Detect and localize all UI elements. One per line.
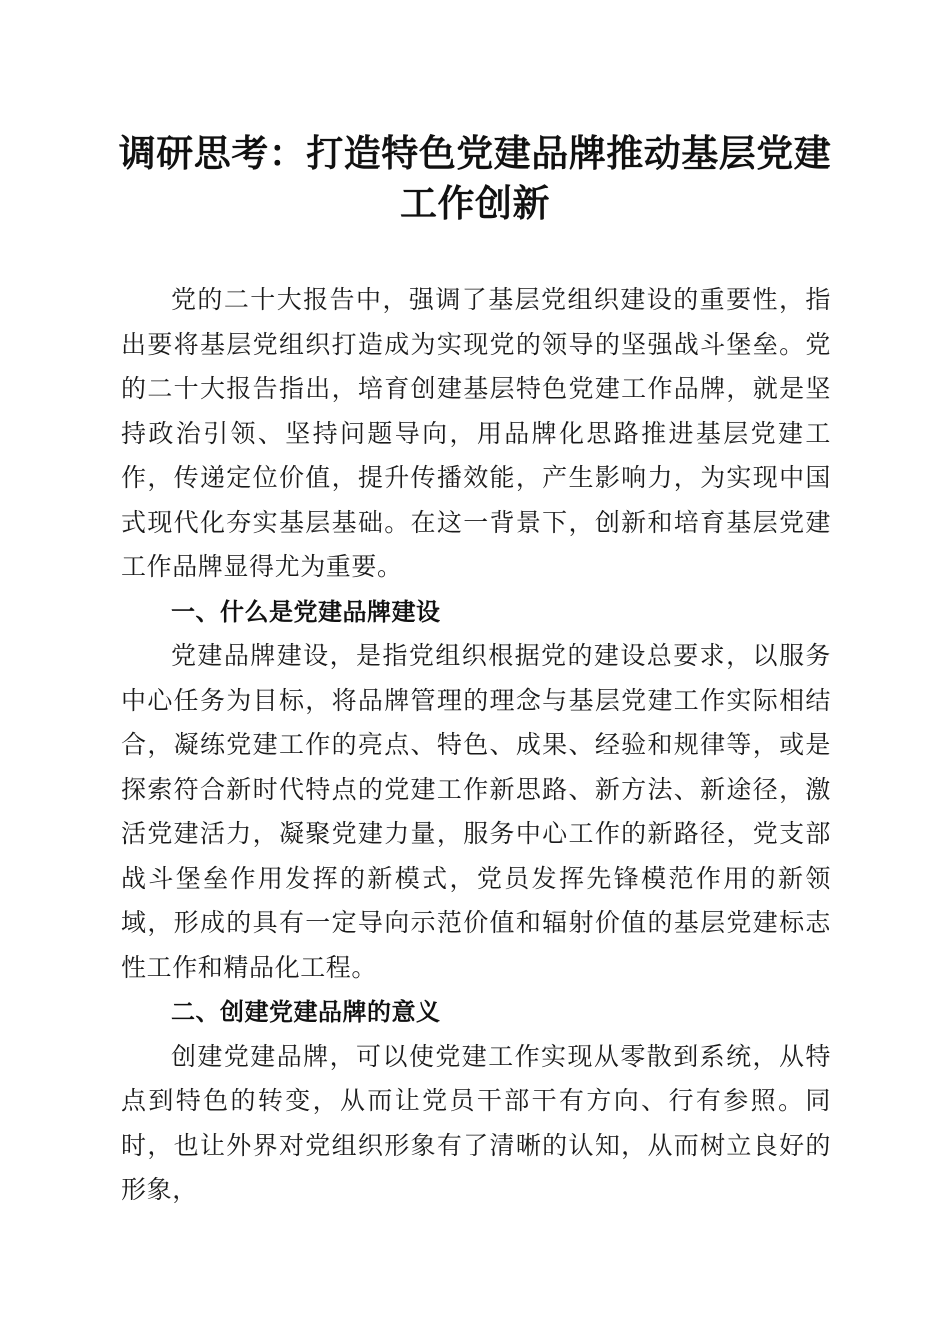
document-title: 调研思考：打造特色党建品牌推动基层党建工作创新 xyxy=(118,131,832,225)
paragraph-section-1: 党建品牌建设，是指党组织根据党的建设总要求，以服务中心任务为目标，将品牌管理的理念与基层党建工作实际相结合，凝练党建工作的亮点、特色、成果、经验和规律等，或是探索符合新时代特点的党建工作新思路、新方法、新途径，激活党建活力，凝聚党建力量，服务中心工作的新路径，党支部战斗堡垒作用发挥的新模式，党员发挥先锋模范作用的新领域，形成的具有一定导向示范价值和辐射价值的基层党建标志性工作和精品化工程。 xyxy=(121,641,831,982)
section-heading-2: 二、创建党建品牌的意义 xyxy=(171,998,441,1026)
document-body xyxy=(121,278,831,1213)
section-heading-1: 一、什么是党建品牌建设 xyxy=(171,597,441,626)
paragraph-intro: 党的二十大报告中，强调了基层党组织建设的重要性，指出要将基层党组织打造成为实现党的领导的坚强战斗堡垒。党的二十大报告指出，培育创建基层特色党建工作品牌，就是坚持政治引领、坚持问题导向，用品牌化思路推进基层党建工作，传递定位价值，提升传播效能，产生影响力，为实现中国式现代化夯实基层基础。在这一背景下，创新和培育基层党建工作品牌显得尤为重要。 xyxy=(121,285,831,581)
paragraph-section-2: 创建党建品牌，可以使党建工作实现从零散到系统，从特点到特色的转变，从而让党员干部干有方向、行有参照。同时，也让外界对党组织形象有了清晰的认知，从而树立良好的形象， xyxy=(121,1041,831,1204)
